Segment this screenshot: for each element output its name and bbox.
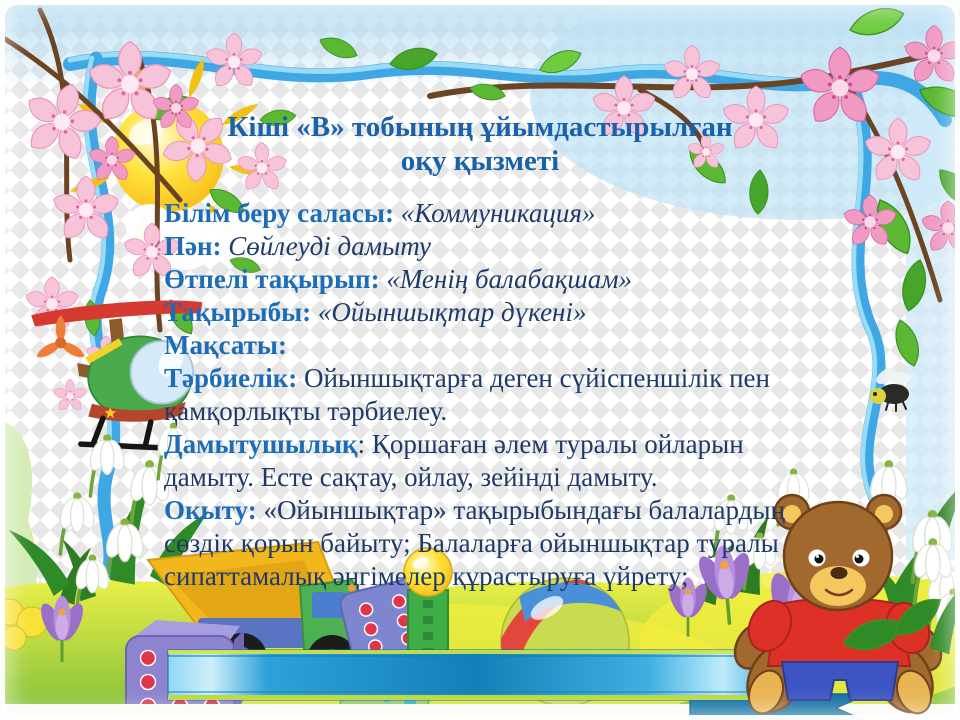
slide-title-line1: Кіші «В» тобының ұйымдастырылған: [227, 111, 733, 143]
slide-title: [90, 110, 870, 178]
body-line-developing: [164, 428, 828, 494]
line-value: «Менің балабақшам»: [379, 264, 632, 294]
line-value: «Ойыншықтар» тақырыбындағы балалардың сөздік қорын байыту; Балаларға ойыншықтар туралы сипаттамалық әңгімелер құрастыруға үйрету;: [164, 495, 785, 591]
body-line-cross-theme: [164, 263, 828, 296]
line-value: : Қоршаған әлем туралы ойларын дамыту. Есте сақтау, ойлау, зейінді дамыту.: [164, 429, 744, 492]
line-value: «Коммуникация»: [393, 198, 596, 228]
body-line-edu-area: [164, 197, 828, 230]
line-label: Тақырыбы:: [164, 297, 312, 327]
line-label: Дамытушылық: [164, 429, 358, 459]
line-label: Тәрбиелік:: [164, 363, 298, 393]
line-label: Оқыту:: [164, 495, 257, 525]
body-line-subject: [164, 230, 828, 263]
line-value: Ойыншықтарға деген сүйіспеншілік пен қамқорлықты тәрбиелеу.: [164, 363, 770, 426]
slide-title-line2: оқу қызметі: [400, 145, 560, 177]
body-line-topic: [164, 296, 828, 329]
body-line-teaching: [164, 494, 828, 593]
body-line-goal: [164, 329, 828, 362]
line-label: Білім беру саласы:: [164, 198, 394, 228]
line-value: Сөйлеуді дамыту: [221, 231, 432, 261]
line-label: Өтпелі тақырып:: [164, 264, 380, 294]
body-line-upbringing: [164, 362, 828, 428]
line-label: Пән:: [164, 231, 222, 261]
line-value: «Ойыншықтар дүкені»: [311, 297, 587, 327]
slide-body-text: [164, 197, 828, 593]
line-label: Мақсаты:: [164, 330, 287, 360]
